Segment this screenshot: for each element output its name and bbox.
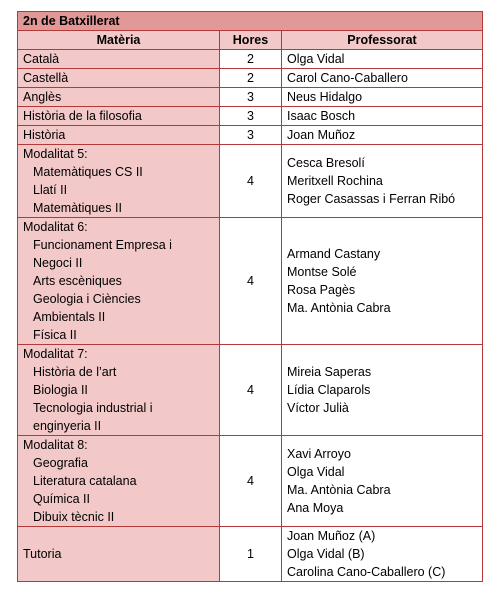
schedule-table <box>17 11 483 582</box>
header-row <box>18 31 483 50</box>
teacher-cell <box>282 527 483 582</box>
subject-item: Biologia II <box>33 383 88 397</box>
subject-item: Llatí II <box>33 183 68 197</box>
teacher-cell <box>282 436 483 527</box>
teacher-item: Xavi Arroyo <box>287 447 351 461</box>
title-row <box>18 12 483 31</box>
hours-cell: 4 <box>220 145 282 218</box>
subject-item: Dibuix tècnic II <box>33 510 115 524</box>
teacher-item: Carolina Cano-Caballero (C) <box>287 565 446 579</box>
modality-label: Modalitat 6: <box>23 220 88 234</box>
teacher-item: Roger Casassas i Ferran Ribó <box>287 192 456 206</box>
teacher-item: Mireia Saperas <box>287 365 372 379</box>
table-row-modalitat-6 <box>18 218 483 345</box>
hours-cell: 4 <box>220 436 282 527</box>
table-row-modalitat-7 <box>18 345 483 436</box>
table-row <box>18 126 483 145</box>
subject-cell: Anglès <box>18 88 220 107</box>
subject-item: Geologia i Ciències <box>33 292 141 306</box>
teacher-cell: Neus Hidalgo <box>282 88 483 107</box>
table-row <box>18 69 483 88</box>
subject-item: Història de l’art <box>33 365 117 379</box>
subject-item: enginyeria II <box>33 419 102 433</box>
subject-item: Matemàtiques II <box>33 201 122 215</box>
subject-item: Tecnologia industrial i <box>33 401 153 415</box>
teacher-cell: Olga Vidal <box>282 50 483 69</box>
hours-cell: 1 <box>220 527 282 582</box>
teacher-item: Armand Castany <box>287 247 381 261</box>
teacher-cell: Joan Muñoz <box>282 126 483 145</box>
subject-cell: Tutoria <box>18 527 220 582</box>
subject-cell <box>18 345 220 436</box>
modality-label: Modalitat 7: <box>23 347 88 361</box>
subject-cell <box>18 218 220 345</box>
subject-item: Negoci II <box>33 256 83 270</box>
hours-cell: 4 <box>220 218 282 345</box>
teacher-item: Lídia Claparols <box>287 383 371 397</box>
hours-cell: 4 <box>220 345 282 436</box>
subject-item: Funcionament Empresa i <box>33 238 172 252</box>
teacher-item: Montse Solé <box>287 265 357 279</box>
teacher-cell: Isaac Bosch <box>282 107 483 126</box>
table-row <box>18 88 483 107</box>
subject-cell <box>18 145 220 218</box>
teacher-item: Olga Vidal <box>287 465 345 479</box>
subject-cell: Història de la filosofia <box>18 107 220 126</box>
subject-cell: Català <box>18 50 220 69</box>
subject-item: Física II <box>33 328 77 342</box>
hours-cell: 2 <box>220 69 282 88</box>
subject-cell: Història <box>18 126 220 145</box>
table-row-modalitat-8 <box>18 436 483 527</box>
table-row <box>18 107 483 126</box>
subject-item: Matemàtiques CS II <box>33 165 143 179</box>
header-materia: Matèria <box>18 31 220 50</box>
subject-cell: Castellà <box>18 69 220 88</box>
teacher-cell <box>282 345 483 436</box>
teacher-item: Ma. Antònia Cabra <box>287 483 391 497</box>
subject-item: Arts escèniques <box>33 274 122 288</box>
table-row <box>18 50 483 69</box>
hours-cell: 3 <box>220 107 282 126</box>
subject-item: Geografia <box>33 456 88 470</box>
teacher-item: Joan Muñoz (A) <box>287 529 376 543</box>
teacher-item: Ana Moya <box>287 501 344 515</box>
hours-cell: 3 <box>220 126 282 145</box>
hours-cell: 3 <box>220 88 282 107</box>
teacher-item: Cesca Bresolí <box>287 156 365 170</box>
subject-item: Ambientals II <box>33 310 106 324</box>
table-title: 2n de Batxillerat <box>18 12 483 31</box>
teacher-item: Víctor Julià <box>287 401 349 415</box>
subject-item: Química II <box>33 492 90 506</box>
table-row-modalitat-5 <box>18 145 483 218</box>
subject-item: Literatura catalana <box>33 474 137 488</box>
teacher-item: Olga Vidal (B) <box>287 547 365 561</box>
teacher-item: Rosa Pagès <box>287 283 356 297</box>
teacher-cell <box>282 218 483 345</box>
teacher-item: Ma. Antònia Cabra <box>287 301 391 315</box>
hours-cell: 2 <box>220 50 282 69</box>
modality-label: Modalitat 8: <box>23 438 88 452</box>
teacher-cell: Carol Cano-Caballero <box>282 69 483 88</box>
teacher-item: Meritxell Rochina <box>287 174 383 188</box>
header-professorat: Professorat <box>282 31 483 50</box>
modality-label: Modalitat 5: <box>23 147 88 161</box>
header-hores: Hores <box>220 31 282 50</box>
teacher-cell <box>282 145 483 218</box>
subject-cell <box>18 436 220 527</box>
table-row-tutoria <box>18 527 483 582</box>
